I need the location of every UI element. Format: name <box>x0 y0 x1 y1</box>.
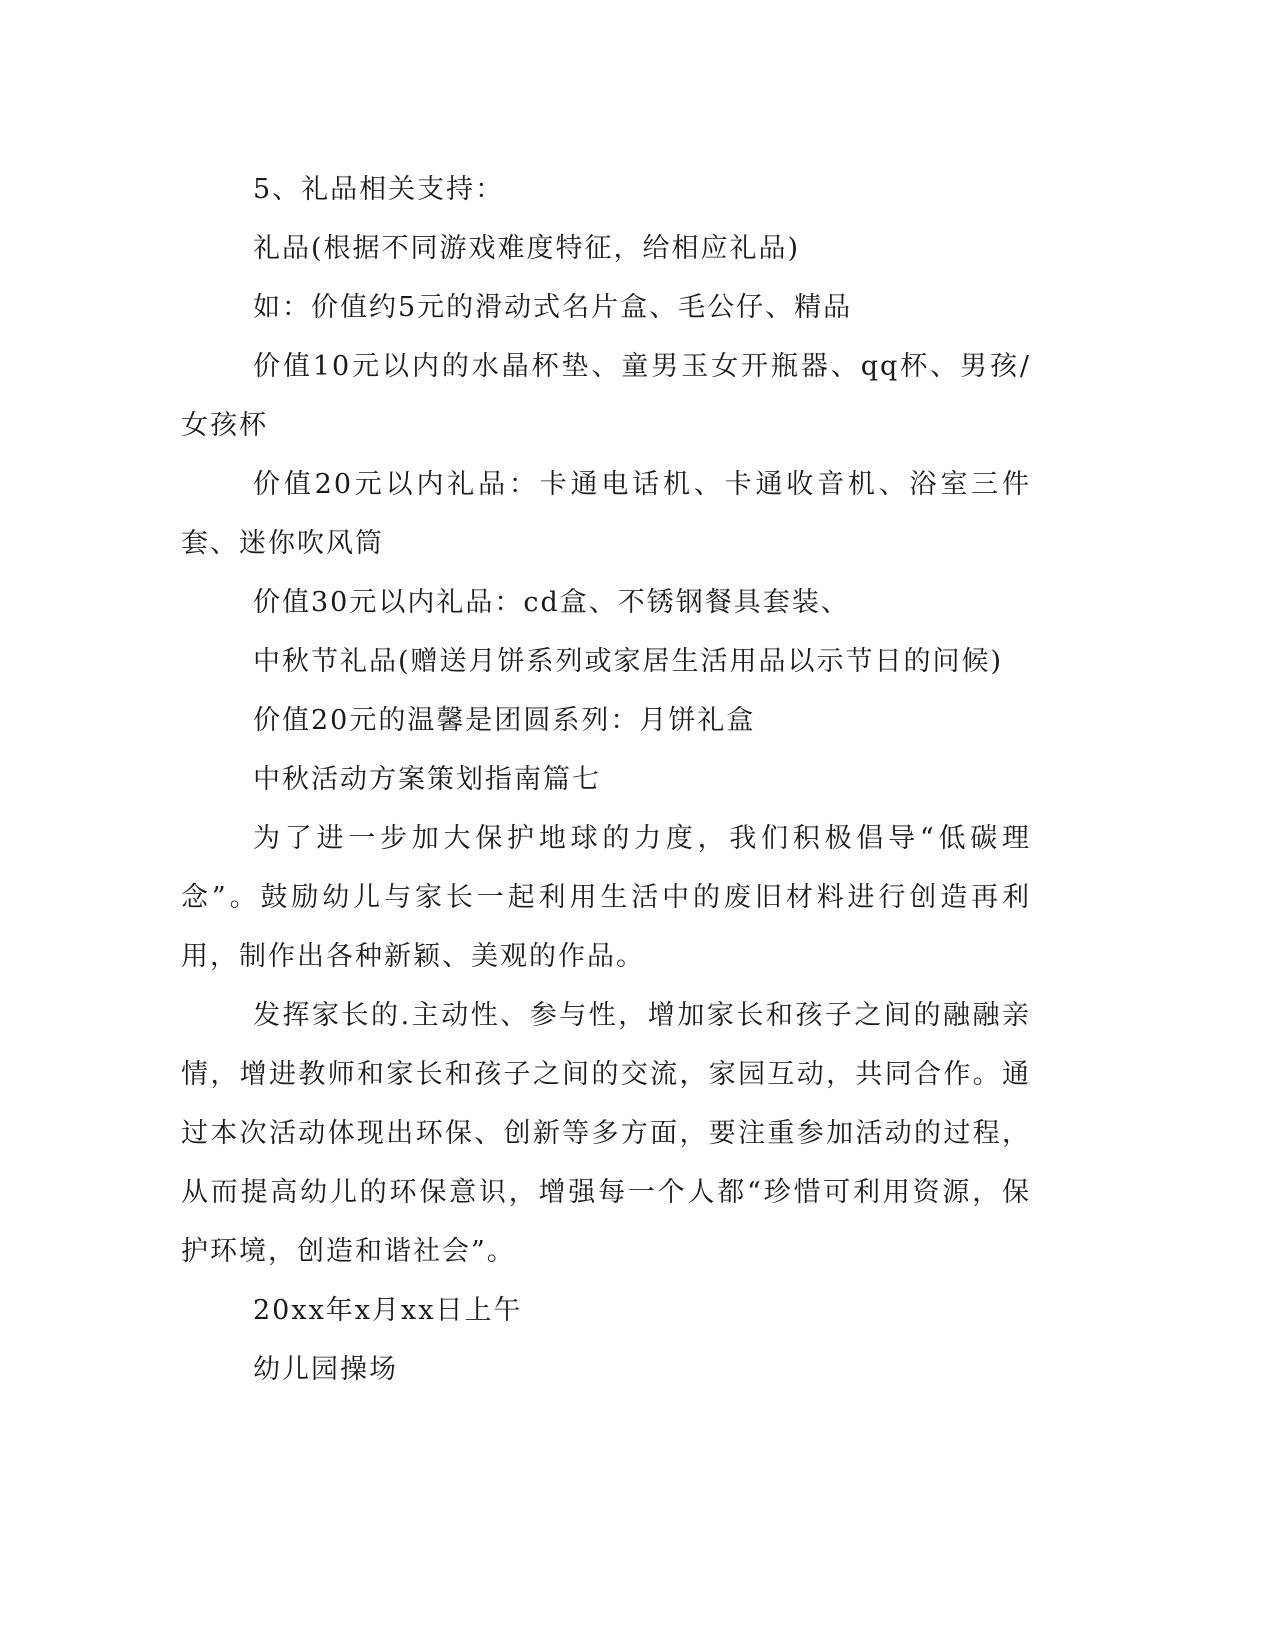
paragraph-low-carbon: 为了进一步加大保护地球的力度，我们积极倡导“低碳理念”。鼓励幼儿与家长一起利用生活中的废旧材料进行创造再利用，制作出各种新颖、美观的作品。 <box>181 823 1031 972</box>
paragraph-gift-support-heading: 5、礼品相关支持： <box>253 174 505 205</box>
paragraph-gift-20-yuan: 价值20元以内礼品：卡通电话机、卡通收音机、浴室三件套、迷你吹风筒 <box>181 469 1031 559</box>
paragraph-gift-10-yuan: 价值10元以内的水晶杯垫、童男玉女开瓶器、qq杯、男孩/女孩杯 <box>181 351 1031 441</box>
paragraph-event-location: 幼儿园操场 <box>253 1354 398 1385</box>
paragraph-mid-autumn-gift: 中秋节礼品(赠送月饼系列或家居生活用品以示节日的问候) <box>253 646 1004 677</box>
paragraph-gift-5-yuan: 如：价值约5元的滑动式名片盒、毛公仔、精品 <box>253 292 853 323</box>
document-body <box>181 160 1031 1399</box>
paragraph-event-date: 20xx年x月xx日上午 <box>253 1295 523 1326</box>
paragraph-gift-intro: 礼品(根据不同游戏难度特征，给相应礼品) <box>253 233 801 264</box>
paragraph-mooncake-gift: 价值20元的温馨是团圆系列：月饼礼盒 <box>253 705 756 736</box>
paragraph-gift-30-yuan: 价值30元以内礼品：cd盒、不锈钢餐具套装、 <box>253 587 850 618</box>
section-title: 中秋活动方案策划指南篇七 <box>253 764 601 795</box>
paragraph-parent-involvement: 发挥家长的.主动性、参与性，增加家长和孩子之间的融融亲情，增进教师和家长和孩子之间的交流，家园互动，共同合作。通过本次活动体现出环保、创新等多方面，要注重参加活动的过程，从而提高幼儿的环保意识，增强每一个人都“珍惜可利用资源，保护环境，创造和谐社会”。 <box>181 1000 1031 1267</box>
